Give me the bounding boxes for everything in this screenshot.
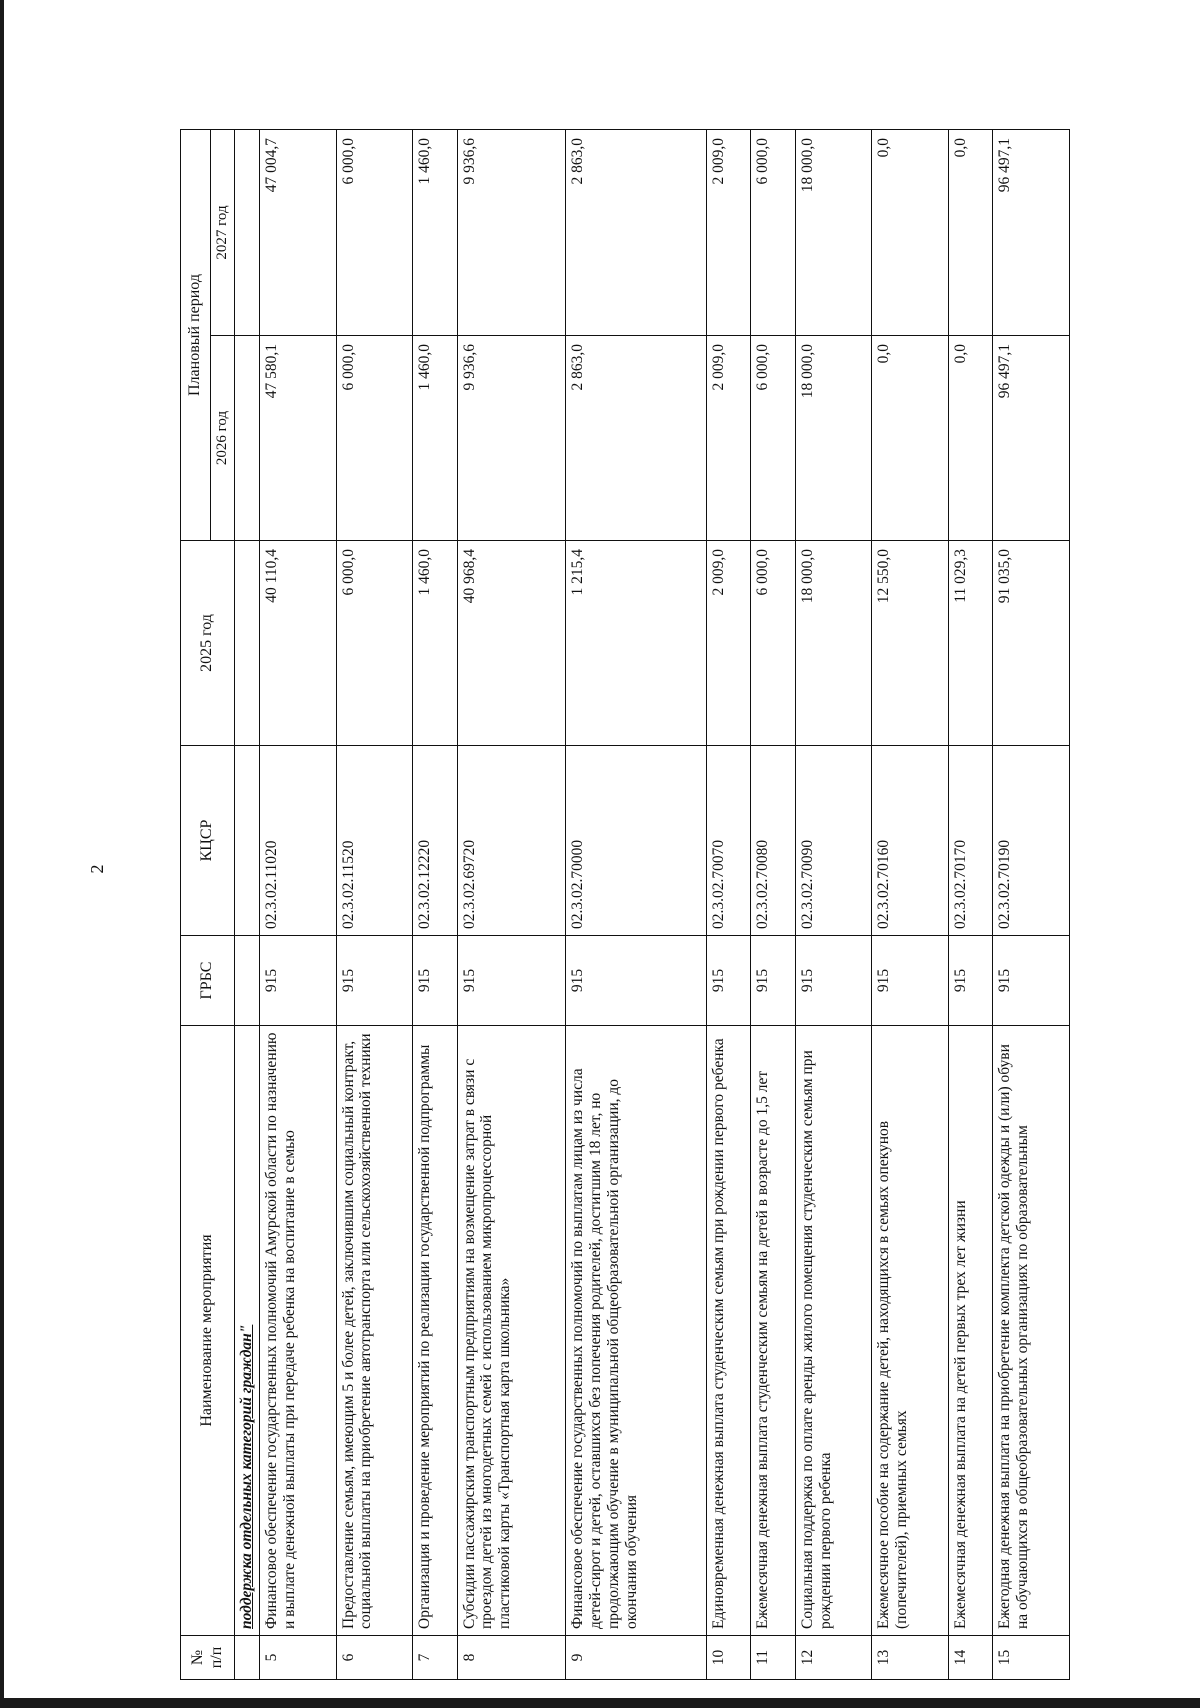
section-row bbox=[235, 129, 260, 1679]
row-kcsr: 02.3.02.70000 bbox=[566, 746, 707, 936]
row-kcsr: 02.3.02.70190 bbox=[993, 746, 1070, 936]
row-grbs: 915 bbox=[751, 936, 796, 1026]
row-2027: 6 000,0 bbox=[751, 129, 796, 335]
section-title: поддержка отдельных категорий граждан" bbox=[235, 1026, 260, 1636]
row-2027: 2 863,0 bbox=[566, 129, 707, 335]
row-grbs: 915 bbox=[566, 936, 707, 1026]
row-name: Единовременная денежная выплата студенческим семьям при рождении первого ребенка bbox=[706, 1026, 751, 1636]
row-2026: 18 000,0 bbox=[795, 336, 872, 541]
table-row bbox=[751, 129, 796, 1679]
header-2027: 2027 год bbox=[211, 129, 235, 335]
row-2027: 6 000,0 bbox=[336, 129, 413, 335]
row-2027: 47 004,7 bbox=[260, 129, 337, 335]
row-2027: 9 936,6 bbox=[457, 129, 566, 335]
table-row bbox=[706, 129, 751, 1679]
row-kcsr: 02.3.02.11520 bbox=[336, 746, 413, 936]
row-name: Ежемесячная денежная выплата на детей первых трех лет жизни bbox=[948, 1026, 993, 1636]
row-2026: 6 000,0 bbox=[336, 336, 413, 541]
header-grbs: ГРБС bbox=[181, 936, 235, 1026]
row-grbs: 915 bbox=[336, 936, 413, 1026]
row-2027: 0,0 bbox=[948, 129, 993, 335]
header-2026: 2026 год bbox=[211, 336, 235, 541]
row-2025: 6 000,0 bbox=[336, 541, 413, 746]
row-name: Организация и проведение мероприятий по реализации государственной подпрограммы bbox=[413, 1026, 458, 1636]
row-grbs: 915 bbox=[413, 936, 458, 1026]
scan-edge-left bbox=[0, 0, 4, 1708]
row-kcsr: 02.3.02.70160 bbox=[872, 746, 949, 936]
row-number: 8 bbox=[457, 1636, 566, 1680]
row-name: Субсидии пассажирским транспортным предприятиям на возмещение затрат в связи с проездом детей из многодетных семей с использованием микропроцессорной пластиковой карты «Транспортная карта школьника» bbox=[457, 1026, 566, 1636]
table-row bbox=[993, 129, 1070, 1679]
row-2025: 2 009,0 bbox=[706, 541, 751, 746]
row-name: Ежемесячное пособие на содержание детей, находящихся в семьях опекунов (попечителей), приемных семьях bbox=[872, 1026, 949, 1636]
row-number: 7 bbox=[413, 1636, 458, 1680]
table-row bbox=[872, 129, 949, 1679]
row-2026: 0,0 bbox=[948, 336, 993, 541]
row-number: 9 bbox=[566, 1636, 707, 1680]
row-grbs: 915 bbox=[457, 936, 566, 1026]
row-grbs: 915 bbox=[993, 936, 1070, 1026]
row-2027: 1 460,0 bbox=[413, 129, 458, 335]
row-kcsr: 02.3.02.69720 bbox=[457, 746, 566, 936]
row-2025: 1 460,0 bbox=[413, 541, 458, 746]
row-2025: 40 110,4 bbox=[260, 541, 337, 746]
row-kcsr: 02.3.02.11020 bbox=[260, 746, 337, 936]
row-grbs: 915 bbox=[706, 936, 751, 1026]
row-2025: 6 000,0 bbox=[751, 541, 796, 746]
table-row bbox=[566, 129, 707, 1679]
row-2027: 18 000,0 bbox=[795, 129, 872, 335]
row-name: Социальная поддержка по оплате аренды жилого помещения студенческим семьям при рождении первого ребенка bbox=[795, 1026, 872, 1636]
header-2025: 2025 год bbox=[181, 541, 235, 746]
row-2026: 2 863,0 bbox=[566, 336, 707, 541]
row-kcsr: 02.3.02.12220 bbox=[413, 746, 458, 936]
row-2026: 0,0 bbox=[872, 336, 949, 541]
row-2025: 11 029,3 bbox=[948, 541, 993, 746]
row-2026: 2 009,0 bbox=[706, 336, 751, 541]
row-2026: 47 580,1 bbox=[260, 336, 337, 541]
table-row bbox=[413, 129, 458, 1679]
row-number: 5 bbox=[260, 1636, 337, 1680]
row-name: Предоставление семьям, имеющим 5 и более детей, заключившим социальный контракт, социальной выплаты на приобретение автотранспорта или сельскохозяйственной техники bbox=[336, 1026, 413, 1636]
row-grbs: 915 bbox=[948, 936, 993, 1026]
row-number: 13 bbox=[872, 1636, 949, 1680]
row-name: Ежегодная денежная выплата на приобретение комплекта детской одежды и (или) обуви на обучающихся в общеобразовательных организациях по образовательным bbox=[993, 1026, 1070, 1636]
row-grbs: 915 bbox=[260, 936, 337, 1026]
header-name: Наименование мероприятия bbox=[181, 1026, 235, 1636]
header-kcsr: КЦСР bbox=[181, 746, 235, 936]
row-2026: 96 497,1 bbox=[993, 336, 1070, 541]
header-num: № п/п bbox=[181, 1636, 235, 1680]
row-number: 14 bbox=[948, 1636, 993, 1680]
row-number: 12 bbox=[795, 1636, 872, 1680]
row-number: 15 bbox=[993, 1636, 1070, 1680]
row-2026: 1 460,0 bbox=[413, 336, 458, 541]
table-row bbox=[260, 129, 337, 1679]
row-2027: 96 497,1 bbox=[993, 129, 1070, 335]
row-grbs: 915 bbox=[795, 936, 872, 1026]
row-2026: 9 936,6 bbox=[457, 336, 566, 541]
row-kcsr: 02.3.02.70090 bbox=[795, 746, 872, 936]
row-grbs: 915 bbox=[872, 936, 949, 1026]
row-name: Финансовое обеспечение государственных полномочий Амурской области по назначению и выплате денежной выплаты при передаче ребенка на воспитание в семью bbox=[260, 1026, 337, 1636]
table-row bbox=[948, 129, 993, 1679]
page-number: 2 bbox=[87, 864, 107, 874]
scan-edge-bottom bbox=[0, 1698, 1200, 1708]
table-row bbox=[336, 129, 413, 1679]
row-2027: 2 009,0 bbox=[706, 129, 751, 335]
table-row bbox=[457, 129, 566, 1679]
row-2025: 91 035,0 bbox=[993, 541, 1070, 746]
budget-table bbox=[180, 129, 1070, 1680]
row-2025: 18 000,0 bbox=[795, 541, 872, 746]
row-kcsr: 02.3.02.70070 bbox=[706, 746, 751, 936]
header-plan-period: Плановый период bbox=[181, 129, 211, 540]
table-row bbox=[795, 129, 872, 1679]
budget-table-wrapper bbox=[180, 130, 1070, 1680]
row-number: 6 bbox=[336, 1636, 413, 1680]
row-kcsr: 02.3.02.70080 bbox=[751, 746, 796, 936]
row-2025: 40 968,4 bbox=[457, 541, 566, 746]
row-2025: 12 550,0 bbox=[872, 541, 949, 746]
row-2026: 6 000,0 bbox=[751, 336, 796, 541]
row-name: Ежемесячная денежная выплата студенческим семьям на детей в возрасте до 1,5 лет bbox=[751, 1026, 796, 1636]
row-2027: 0,0 bbox=[872, 129, 949, 335]
row-number: 11 bbox=[751, 1636, 796, 1680]
row-number: 10 bbox=[706, 1636, 751, 1680]
row-kcsr: 02.3.02.70170 bbox=[948, 746, 993, 936]
row-2025: 1 215,4 bbox=[566, 541, 707, 746]
row-name: Финансовое обеспечение государственных полномочий по выплатам лицам из числа детей-сирот и детей, оставшихся без попечения родителей, достигшим 18 лет, но продолжающим обучение в муниципальной общеобразовательной организации, до окончания обучения bbox=[566, 1026, 707, 1636]
